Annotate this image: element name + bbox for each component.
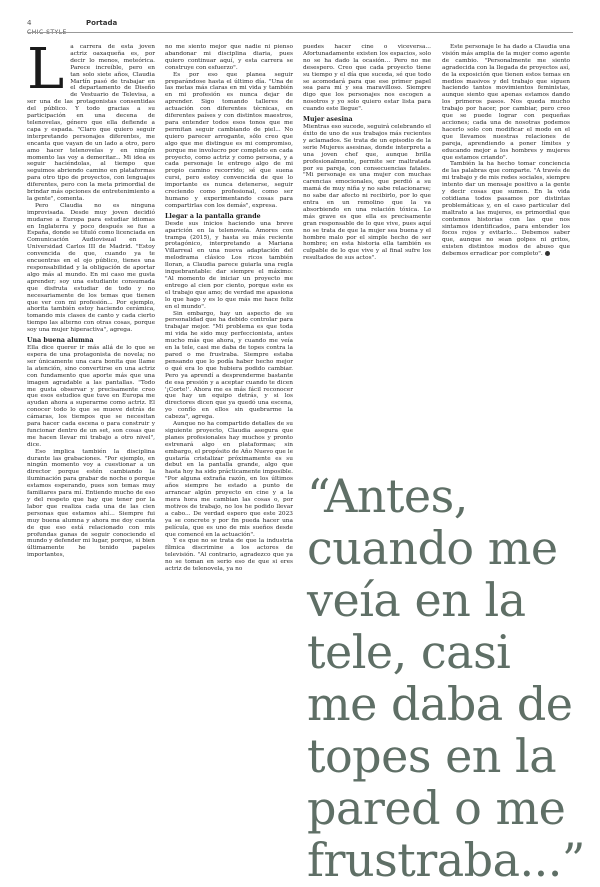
section-label: Portada [86, 19, 118, 27]
article-paragraph [27, 37, 155, 203]
header-rule [27, 32, 573, 33]
page-folio [27, 19, 67, 37]
article-text: a carrera de esta joven actriz oaxaqueña es, por decir lo menos, meteórica. Parece increíble, pero en tan solo siete años, Claudia Martín pasó de trabajar en el departamento de Diseño de Vestuario de Televisa, a ser una de las protagonistas consentidas del público. Y todo gracias a su participación en una decena de telenovelas, género que ella defiende a capa y espada. "Claro que quiero seguir interpretando personajes diferentes, me encanta que vayan de un lado a otro, pero amo hacer telenovelas y en ningún momento las voy a demeritar... Mi idea es seguir haciéndolas, al tiempo que seguimos abriendo camino en plataformas para otro tipo de proyectos, con lenguajes diferentes, pero con la meta primordial de brindar más opciones de entretenimiento a la gente", comenta. [27, 44, 155, 202]
article-paragraph: Aunque no ha compartido detalles de su siguiente proyecto, Claudia asegura que planes profesionales hay muchos y pronto estrenará algo en plataformas; sin embargo, el propósito de Año Nuevo que le gustaría cristalizar próximamente es su debut en la pantalla grande, algo que hasta hoy ha sido prácticamente imposible. "Por alguna extraña razón, en los últimos años siempre he estado a punto de arrancar algún proyecto en cine y a la mera hora me cambian las cosas o, por motivos de trabajo, no los he podido llevar a cabo... De verdad espero que este 2023 ya se concrete y por fin pueda hacer una película, que es uno de mis sueños desde que comencé en la actuación". [165, 421, 293, 538]
article-paragraph: Desde sus inicios haciendo una breve aparición en la telenovela. Amores con trampa (2015), y hasta su más reciente protagónico, interpretando a Mariana Villarreal en una nueva adaptación del melodrama clásico Los ricos también lloran, a Claudia parece guiarla una regla inquebrantable: dar siempre el máximo: "Al momento de iniciar un proyecto me entrego al cien por ciento, porque este es el trabajo que amo; de verdad me apasiona lo que hago y es lo que más me hace feliz en el mundo". [165, 220, 293, 310]
article-paragraph: Es por eso que planea seguir preparándose hasta el último día. "Una de las metas más claras en mi vida y también en mi profesión es nunca dejar de aprender. Sigo tomando talleres de actuación con diferentes técnicas, en diferentes países y con distintos maestros, para entender todos esos tonos que me permitan seguir cambiando de piel... No quiero parecer arrogante, sólo creo que algo que me distingue es mi compromiso, porque me involucro por completo en cada proyecto, como actriz y como persona, y a cada personaje le entrego algo de mi propio camino recorrido; sé que suena cursi, pero estoy convencida de que lo importante es nunca detenerse, seguir creciendo como profesional, como ser humano y experimentando cosas para compartirlas con los demás", expresa. [165, 71, 293, 209]
end-mark-icon [545, 251, 550, 256]
article-paragraph: puedes hacer cine o viceversa... Afortunadamente existen los espacios, solo no se ha dado la ocasión... Pero no me desespero. Creo que cada proyecto tiene su tiempo y el día que suceda, sé que todo se acomodará para que ese primer papel sea para mí y sea maravilloso. Siempre digo que los personajes nos escogen a nosotros y yo solo quiero estar lista para cuando este llegue". [303, 44, 431, 113]
subheading: Llegar a la pantalla grande [165, 212, 261, 220]
article-text: También la ha hecho tomar conciencia de las palabras que comparte. "A través de mi trabajo y de mis redes sociales, siempre intento dar un mensaje positivo a la gente y decir cosas que sumen. En la vida cotidiana todos pasamos por distintas problemáticas y, en el caso particular del maltrato a las mujeres, es primordial que contemos historias con las que nos sintamos identificados, para entender los focos rojos y evitarlo... Debemos saber que, aunque no sean golpes ni gritos, existen distintos modos de abuso que debemos erradicar por completo". [442, 161, 570, 258]
article-paragraph: Eso implica también la disciplina durante las grabaciones. "Por ejemplo, en ningún momento voy a cuestionar a un director porque estén cambiando la iluminación para grabar de noche o porque estamos esperando, pues son temas muy familiares para mí. Entiendo mucho de eso y del respeto que hay que tener por la labor que realiza cada una de las cien personas que estamos ahí... Siempre fui muy buena alumna y ahora me doy cuenta de que eso está relacionado con mis profundas ganas de seguir conociendo el mundo y defender mi lugar, porque, si bien últimamente he tenido papeles importantes, [27, 448, 155, 559]
article-paragraph: Mientras eso sucede, seguirá celebrando el éxito de uno de sus trabajos más recientes y aclamados. Se trata de un episodio de la serie Mujeres asesinas, donde interpreta a una joven chef que, aunque brilla profesionalmente, permite ser maltratada por su pareja, con consecuencias fatales. "Mi personaje es una mujer con muchas carencias emocionales, que perdió a su mamá de muy niña y no sabe relacionarse; no sabe dar afecto ni recibirlo, por lo que entra en un remolino que la va absorbiendo en una relación tóxica. Lo más grave es que ella es precisamente gran responsable de lo que vive, pues aquí no se trata de que la mujer sea buena y el hombre malo por el simple hecho de ser hombre; en esta historia ella también es culpable de lo que vive y al final sufre los resultados de sus actos". [303, 124, 432, 262]
article-paragraph: no me siento mejor que nadie ni pienso abandonar mi disciplina diaria, pues quiero continuar aquí, y esta carrera se construye con esfuerzo". [165, 44, 293, 71]
article-column-4 [442, 44, 570, 316]
article-column-1 [27, 37, 155, 824]
drop-cap: L [27, 37, 65, 102]
pull-quote: “Antes, cuando me veía en la tele, casi me daba de topes en la pared o me frustraba...” [307, 469, 585, 887]
article-paragraph: Ella dice querer ir más allá de lo que se espera de una protagonista de novela; no ser únicamente una cara bonita que llame la atención, sino convertirse en una actriz con fundamento que aporte más que una imagen agradable a las pantallas. "Todo me gusta observar y precisamente creo que esos estudios que tuve en Europa me ayudan ahora a superarme como actriz. El conocer todo lo que se mueve detrás de cámaras, los tiempos que se necesitan para hacer cada escena o para construir y funcionar dentro de un set, son cosas que me hacen llevar mi trabajo a otro nivel", dice. [27, 345, 155, 448]
subheading: Una buena alumna [27, 337, 94, 345]
subheading: Mujer asesina [303, 116, 353, 124]
article-paragraph: Pero Claudia no es ninguna improvisada. Desde muy joven decidió mudarse a Europa para estudiar idiomas en Inglaterra y poco después se fue a España, donde se tituló como licenciada en Comunicación Audiovisual en la Universidad Carlos III de Madrid. "Estoy convencida de que, cuando ya te encuentras en el ojo público, tienes una responsabilidad y la obligación de aportar algo más al mundo. En mi caso me gusta aprender; soy una estudiante consumada que disfruta estudiar de todo y no necesariamente de los temas que tienen que ver con mi profesión... Por ejemplo, ahorita también estoy haciendo cerámica, tomando mis clases de canto y cada cierto tiempo las alterno con otras cosas, porque soy una mujer hiperactiva", agrega. [27, 202, 155, 334]
page-number: 4 [27, 19, 32, 27]
magazine-brand: CHIC STYLE [27, 29, 67, 36]
article-paragraph: Sin embargo, hay un aspecto de su personalidad que ha debido controlar para trabajar mejor. "Mi problema es que toda mi vida he sido muy perfeccionista, antes mucho más que ahora, y cuando me veía en la tele, casi me daba de topes contra la pared o me frustraba. Siempre estaba pensando que lo podía haber hecho mejor o qué era lo que hubiera podido cambiar. Pero ya aprendí a desprenderme bastante de esa presión y a aceptar cuando te dicen '¡Corte!'. Ahora me es más fácil reconocer que hay un equipo detrás, y si los directores dicen que ya quedó una escena, yo confío en ellos sin quebrarme la cabeza", agrega. [165, 310, 293, 421]
article-column-3 [303, 44, 431, 316]
article-paragraph: Este personaje le ha dado a Claudia una visión más amplia de la mujer como agente de cambio. "Personalmente me siento agradecida con la llegada de proyectos así, de la exposición que tienen estos temas en medios masivos y del trabajo que siguen haciendo tantos movimientos feministas, aunque siento que apenas estamos dando los primeros pasos. Nos queda mucho trabajo por hacer, por cambiar, pero creo que se puede lograr con pequeñas acciones; cada una de nosotras podemos hacerlo solo con modificar el modo en el que llevamos nuestras relaciones de pareja, aprendiendo a poner límites y educando mejor a los hombres y mujeres que estamos criando". [442, 44, 570, 161]
article-paragraph: Y es que no se trata de que la industria fílmica discrimine a los actores de televisión. "Al contrario, agradezco que ya no se toman en serio eso de que si eres actriz de telenovela, ya no [165, 538, 293, 573]
article-column-2 [165, 44, 293, 824]
article-paragraph [442, 161, 570, 258]
